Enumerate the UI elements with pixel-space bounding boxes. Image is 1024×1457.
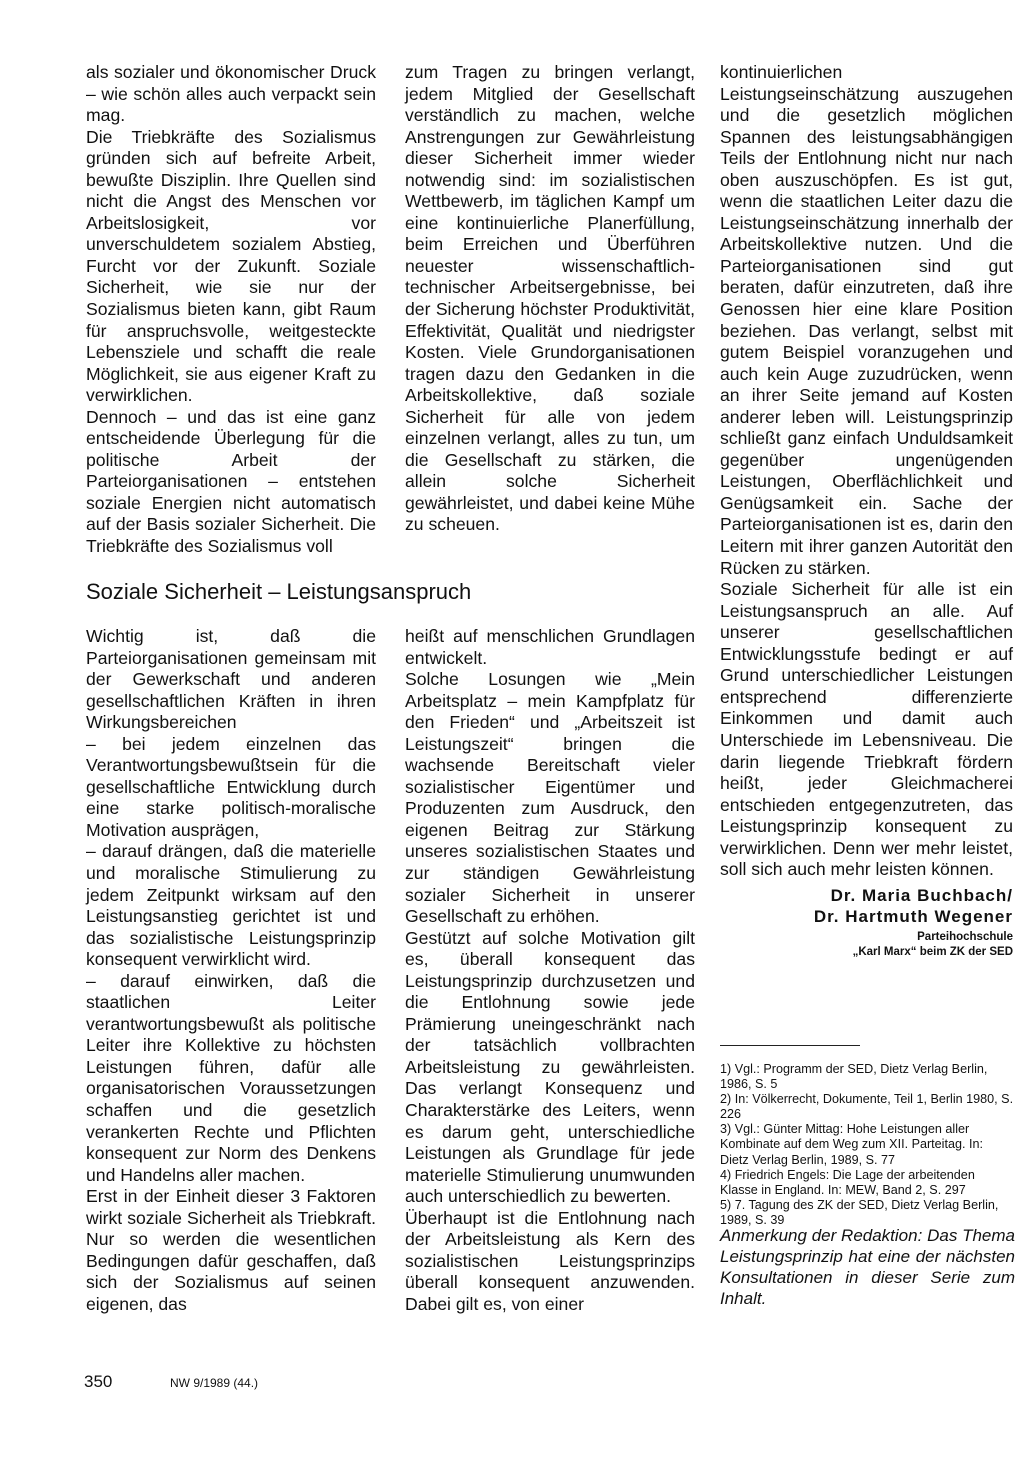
- list-item: – darauf einwirken, daß die staatlichen Leiter verantwortungsbewußt als politische Leiter ihre Kollektive zu höchsten Leistungen führen, dafür alle organisatorischen Voraussetzungen schaffen und die gesetzlich verankerten Rechte und Pflichten konsequent zur Norm des Denkens und Handelns aller machen.: [86, 970, 376, 1185]
- paragraph: als sozialer und ökonomischer Druck – wie schön alles auch verpackt sein mag.: [86, 62, 376, 126]
- column-1-top: [86, 62, 376, 558]
- affiliation-line-2: „Karl Marx“ beim ZK der SED: [852, 945, 1013, 958]
- footnotes: [720, 1062, 1015, 1228]
- footnote: 1) Vgl.: Programm der SED, Dietz Verlag Berlin, 1986, S. 5: [720, 1062, 988, 1092]
- paragraph: Wichtig ist, daß die Parteiorganisationen gemeinsam mit der Gewerkschaft und anderen gesellschaftlichen Kräften in ihren Wirkungsbereichen: [86, 626, 376, 733]
- paragraph: kontinuierlichen Leistungseinschätzung auszugehen und die gesetzlich möglichen Spannen des leistungsabhängigen Teils der Entlohnung nicht nur nach oben auszuschöpfen. Es ist gut, wenn die staatlichen Leiter dazu die Leistungseinschätzung innerhalb der Arbeitskollektive nutzen. Und die Parteiorganisationen sind gut beraten, dafür einzutreten, daß ihre Genossen hier eine klare Position beziehen. Das verlangt, selbst mit gutem Beispiel voranzugehen und auch kein Auge zuzudrücken, wenn an ihrer Seite jemand auf Kosten anderer leben will. Leistungsprinzip schließt ganz einfach Unduldsamkeit gegenüber ungenügenden Leistungen, Oberflächlichkeit und Genügsamkeit ein. Sache der Parteiorganisationen ist es, darin den Leitern mit ihrer ganzen Autorität den Rücken zu stärken.: [720, 62, 1013, 578]
- list-item: – darauf drängen, daß die materielle und moralische Stimulierung zu jedem Zeitpunkt wirksam auf den Leistungsanstieg gerichtet ist und das sozialistische Leistungsprinzip konsequent verwirklicht wird.: [86, 841, 376, 970]
- footnote: 5) 7. Tagung des ZK der SED, Dietz Verlag Berlin, 1989, S. 39: [720, 1197, 999, 1227]
- paragraph: Soziale Sicherheit für alle ist ein Leistungsanspruch an alle. Auf unserer gesellschaftlichen Entwicklungsstufe bedingt er auf Grund unterschiedlicher Leistungen entsprechend differenzierte Einkommen und damit auch Unterschiede im Lebensniveau. Die darin liegende Triebkraft fördern heißt, jeder Gleichmacherei entschieden entgegenzutreten, das Leistungsprinzip konsequent zu verwirklichen. Denn wer mehr leistet, soll sich auch mehr leisten können.: [720, 579, 1013, 880]
- paragraph: Die Triebkräfte des Sozialismus gründen sich auf befreite Arbeit, bewußte Disziplin. Ihre Quellen sind nicht die Angst des Menschen vor Arbeitslosigkeit, vor unverschuldetem sozialem Abstieg, Furcht vor der Zukunft. Soziale Sicherheit, wie sie nur der Sozialismus bieten kann, gibt Raum für anspruchsvolle, weitgesteckte Lebensziele und schafft die reale Möglichkeit, sie aus eigener Kraft zu verwirklichen.: [86, 126, 376, 406]
- column-1-bottom: [86, 626, 376, 1316]
- author-signature-2: Dr. Hartmuth Wegener: [813, 907, 1013, 927]
- paragraph: heißt auf menschlichen Grundlagen entwickelt.: [405, 626, 695, 668]
- footnote-divider: [720, 1045, 860, 1046]
- issue-label: NW 9/1989 (44.): [170, 1376, 259, 1390]
- column-2-bottom: [405, 626, 695, 1316]
- paragraph: Dennoch – und das ist eine ganz entscheidende Überlegung für die politische Arbeit der Parteiorganisationen – entstehen soziale Energien nicht automatisch auf der Basis sozialer Sicherheit. Die Triebkräfte des Sozialismus voll: [86, 406, 376, 557]
- editor-note: Anmerkung der Redaktion: Das Thema Leistungsprinzip hat eine der nächsten Konsultationen in dieser Serie zum Inhalt.: [720, 1226, 1015, 1308]
- footnote: 4) Friedrich Engels: Die Lage der arbeitenden Klasse in England. In: MEW, Band 2, S. 297: [720, 1167, 975, 1197]
- footnote: 3) Vgl.: Günter Mittag: Hohe Leistungen aller Kombinate auf dem Weg zum XII. Parteitag. In: Dietz Verlag Berlin, 1989, S. 77: [720, 1122, 983, 1167]
- column-2-top: [405, 62, 695, 536]
- column-3: [720, 62, 1013, 960]
- paragraph: zum Tragen zu bringen verlangt, jedem Mitglied der Gesellschaft verständlich zu machen, welche Anstrengungen zur Gewährleistung dieser Sicherheit immer wieder notwendig sind: im sozialistischen Wettbewerb, im täglichen Kampf um eine kontinuierliche Planerfüllung, beim Erreichen und Überführen neuester wissenschaftlich-technischer Arbeitsergebnisse, bei der Sicherung höchster Produktivität, Effektivität, Qualität und niedrigster Kosten. Viele Grundorganisationen tragen dazu den Gedanken in die Arbeitskollektive, daß soziale Sicherheit für alle von jedem einzelnen verlangt, alles zu tun, um die Gesellschaft zu stärken, die allein solche Sicherheit gewährleistet, und dabei keine Mühe zu scheuen.: [405, 62, 695, 535]
- author-signature-1: Dr. Maria Buchbach/: [830, 885, 1013, 905]
- paragraph: Überhaupt ist die Entlohnung nach der Arbeitsleistung als Kern des sozialistischen Leistungsprinzips überall konsequent anzuwenden. Dabei gilt es, von einer: [405, 1207, 695, 1314]
- footnote: 2) In: Völkerrecht, Dokumente, Teil 1, Berlin 1980, S. 226: [720, 1092, 1014, 1122]
- affiliation-line-1: Parteihochschule: [917, 930, 1013, 943]
- paragraph: Solche Losungen wie „Mein Arbeitsplatz – mein Kampfplatz für den Frieden“ und „Arbeitszeit ist Leistungszeit“ bringen die wachsende Bereitschaft vieler sozialistischer Eigentümer und Produzenten zum Ausdruck, den eigenen Beitrag zur Stärkung unseres sozialistischen Staates und zur ständigen Gewährleistung sozialer Sicherheit in unserer Gesellschaft zu erhöhen.: [405, 669, 695, 927]
- list-item: – bei jedem einzelnen das Verantwortungsbewußtsein für die gesellschaftliche Entwicklung durch eine starke politisch-moralische Motivation ausprägen,: [86, 733, 376, 840]
- paragraph: Erst in der Einheit dieser 3 Faktoren wirkt soziale Sicherheit als Triebkraft. Nur so werden die wesentlichen Bedingungen dafür geschaffen, daß sich der Sozialismus auf seinen eigenen, das: [86, 1186, 376, 1314]
- page-number: 350: [84, 1372, 113, 1391]
- paragraph: Gestützt auf solche Motivation gilt es, überall konsequent das Leistungsprinzip durchzusetzen und die Entlohnung sowie jede Prämierung uneingeschränkt nach der tatsächlich vollbrachten Arbeitsleistung zu gewährleisten. Das verlangt Konsequenz und Charakterstärke des Leiters, wenn es darum geht, unterschiedliche Leistungen als Grundlage für jede materielle Stimulierung unumwunden auch unterschiedlich zu bewerten.: [405, 927, 695, 1207]
- section-heading: Soziale Sicherheit – Leistungsanspruch: [86, 579, 472, 604]
